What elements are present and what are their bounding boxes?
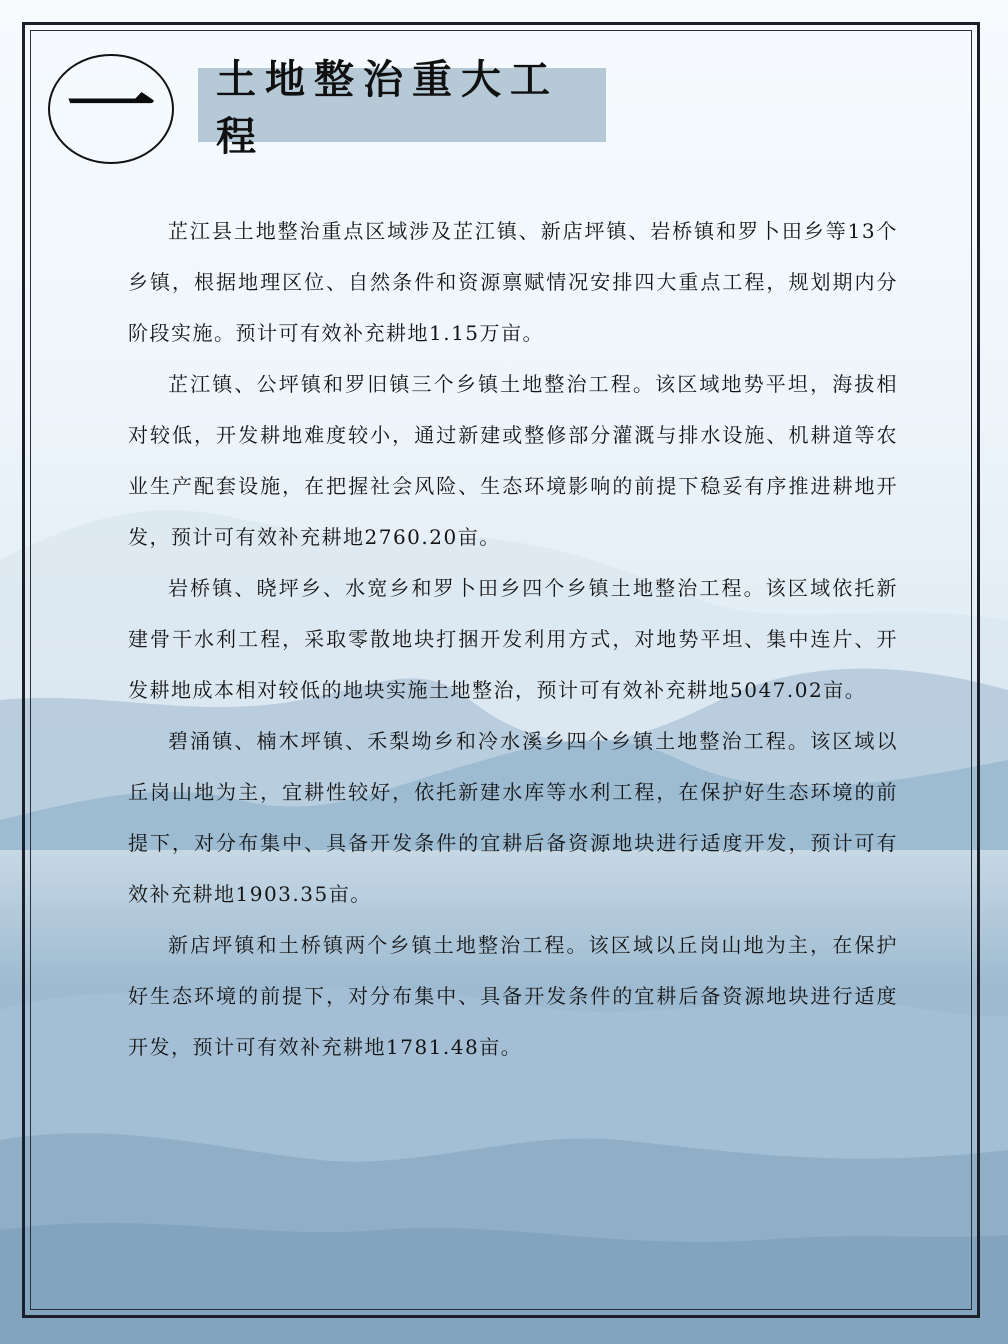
section-title: 土地整治重大工程	[216, 57, 559, 160]
paragraph-overview: 芷江县土地整治重点区域涉及芷江镇、新店坪镇、岩桥镇和罗卜田乡等13个乡镇，根据地理区位、自然条件和资源禀赋情况安排四大重点工程，规划期内分阶段实施。预计可有效补充耕地1.15万亩。	[128, 219, 898, 345]
section-number-badge	[48, 54, 174, 164]
section-title-box	[198, 57, 606, 160]
paragraph-project-3: 碧涌镇、楠木坪镇、禾梨坳乡和冷水溪乡四个乡镇土地整治工程。该区域以丘岗山地为主，宜耕性较好，依托新建水库等水利工程，在保护好生态环境的前提下，对分布集中、具备开发条件的宜耕后备资源地块进行适度开发，预计可有效补充耕地1903.35亩。	[128, 729, 898, 906]
section-number: 一	[65, 64, 157, 148]
paragraph-project-4: 新店坪镇和土桥镇两个乡镇土地整治工程。该区域以丘岗山地为主，在保护好生态环境的前提下，对分布集中、具备开发条件的宜耕后备资源地块进行适度开发，预计可有效补充耕地1781.48亩。	[128, 933, 898, 1059]
paragraph-project-1: 芷江镇、公坪镇和罗旧镇三个乡镇土地整治工程。该区域地势平坦，海拔相对较低，开发耕地难度较小，通过新建或整修部分灌溉与排水设施、机耕道等农业生产配套设施，在把握社会风险、生态环境影响的前提下稳妥有序推进耕地开发，预计可有效补充耕地2760.20亩。	[128, 372, 898, 549]
paragraph-project-2: 岩桥镇、晓坪乡、水宽乡和罗卜田乡四个乡镇土地整治工程。该区域依托新建骨干水利工程，采取零散地块打捆开发利用方式，对地势平坦、集中连片、开发耕地成本相对较低的地块实施土地整治，预计可有效补充耕地5047.02亩。	[128, 576, 898, 702]
body-text	[128, 206, 898, 1073]
